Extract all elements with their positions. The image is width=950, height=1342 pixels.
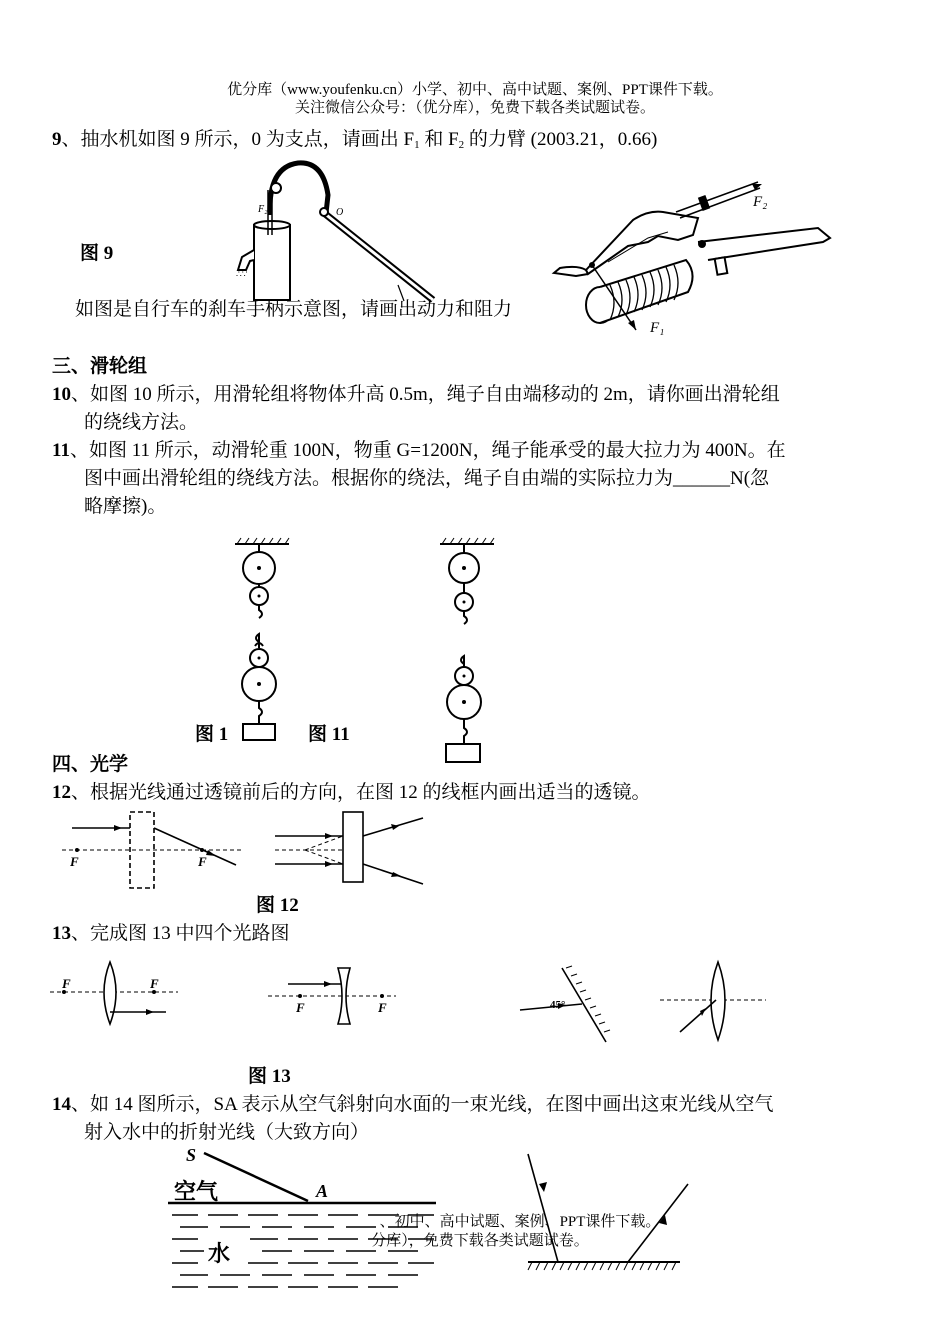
question-text: 、根据光线通过透镜前后的方向，在图 12 的线框内画出适当的透镜。 xyxy=(71,782,651,803)
question-number: 10 xyxy=(52,384,71,405)
pump-o-label: O xyxy=(336,207,344,218)
optics-figure-13c xyxy=(520,962,615,1047)
footer-line-2: 分库），免费下载各类试题试卷。 xyxy=(371,1233,589,1249)
weight-block xyxy=(243,724,275,740)
question-14-line-2: 射入水中的折射光线（大致方向） xyxy=(84,1122,370,1143)
focus-f-label: F xyxy=(198,854,207,869)
figure-11-label: 图 11 xyxy=(308,724,350,745)
pulley-figure-10 xyxy=(225,538,305,748)
lens-figure-12a xyxy=(62,810,242,892)
question-11-line-2: 图中画出滑轮组的绕线方法。根据你的绕法，绳子自由端的实际拉力为______N(忽 xyxy=(84,468,770,489)
optics-figure-13b xyxy=(268,962,398,1028)
label-s: S xyxy=(186,1145,197,1165)
focus-f-label: F xyxy=(378,1000,387,1015)
figure-12-label: 图 12 xyxy=(256,895,299,916)
question-11-line-3: 略摩擦)。 xyxy=(84,496,167,517)
question-number: 11 xyxy=(52,440,70,461)
question-number: 9 xyxy=(52,129,62,150)
svg-text:∴∵: ∴∵ xyxy=(236,269,248,279)
question-text: 、如图 11 所示，动滑轮重 100N，物重 G=1200N，绳子能承受的最大拉力为 400N。在 xyxy=(69,440,786,461)
question-text: 、抽水机如图 9 所示，0 为支点，请画出 F xyxy=(61,129,415,150)
pump-barrel xyxy=(254,225,290,300)
brake-handle-figure xyxy=(548,180,838,340)
angle-label: 45° xyxy=(550,999,566,1011)
pump-figure xyxy=(228,155,443,305)
label-a: A xyxy=(316,1181,329,1201)
pulley-figure-11 xyxy=(430,538,510,768)
weight-block xyxy=(446,744,480,762)
figure-13-label: 图 13 xyxy=(248,1066,291,1087)
fulcrum-o xyxy=(320,208,328,216)
question-number: 12 xyxy=(52,782,71,803)
focus-f-label: F xyxy=(296,1000,305,1015)
convex-lens xyxy=(711,962,725,1040)
question-14 xyxy=(52,1091,774,1119)
question-text: 、如 14 图所示，SA 表示从空气斜射向水面的一束光线，在图中画出这束光线从空气 xyxy=(71,1094,774,1115)
figure-10-label: 图 1 xyxy=(195,724,229,745)
question-12 xyxy=(52,779,651,807)
figure-9-label: 图 9 xyxy=(80,243,114,264)
question-text: 、完成图 13 中四个光路图 xyxy=(71,923,290,944)
optics-figure-13a xyxy=(50,958,180,1028)
section-4-title: 四、光学 xyxy=(52,754,129,775)
convex-lens xyxy=(104,962,116,1024)
subscript: 1 xyxy=(414,139,420,151)
header-line-2: 关注微信公众号：（优分库），免费下载各类试题试卷。 xyxy=(294,100,655,116)
handlebar xyxy=(698,228,830,260)
question-number: 13 xyxy=(52,923,71,944)
header-line-1: 优分库（www.youfenku.cn）小学、初中、高中试题、案例、PPT课件下载。 xyxy=(227,82,723,98)
optics-figure-13d xyxy=(660,958,770,1043)
question-text: 的力臂 (2003.21，0.66) xyxy=(464,129,658,150)
question-13 xyxy=(52,920,290,948)
label-water: 水 xyxy=(208,1241,231,1266)
focus-f-label: F xyxy=(150,976,159,991)
incident-ray-sa xyxy=(204,1153,308,1201)
brake-f1-label: F₁ xyxy=(650,320,665,336)
lens-figure-12b xyxy=(275,810,435,892)
subscript: 2 xyxy=(458,139,465,151)
question-10 xyxy=(52,381,780,409)
focus-f-label: F xyxy=(62,976,71,991)
section-3-title: 三、滑轮组 xyxy=(52,356,148,377)
question-number: 14 xyxy=(52,1094,71,1115)
focus-f-label: F xyxy=(70,854,79,869)
question-10-line-2: 的绕线方法。 xyxy=(84,412,199,433)
footer-line-1: 、初中、高中试题、案例、PPT课件下载。 xyxy=(379,1214,661,1230)
question-text: 和 F xyxy=(419,129,459,150)
question-11 xyxy=(52,437,786,465)
question-text: 、如图 10 所示，用滑轮组将物体升高 0.5m，绳子自由端移动的 2m，请你画出滑轮组 xyxy=(71,384,780,405)
lens-box xyxy=(343,812,363,882)
brake-f2-label: F₂ xyxy=(753,194,768,210)
label-air: 空气 xyxy=(174,1179,219,1204)
bike-brake-text: 如图是自行车的刹车手柄示意图，请画出动力和阻力 xyxy=(75,299,513,320)
pump-f2-label: F₂ xyxy=(258,204,268,215)
